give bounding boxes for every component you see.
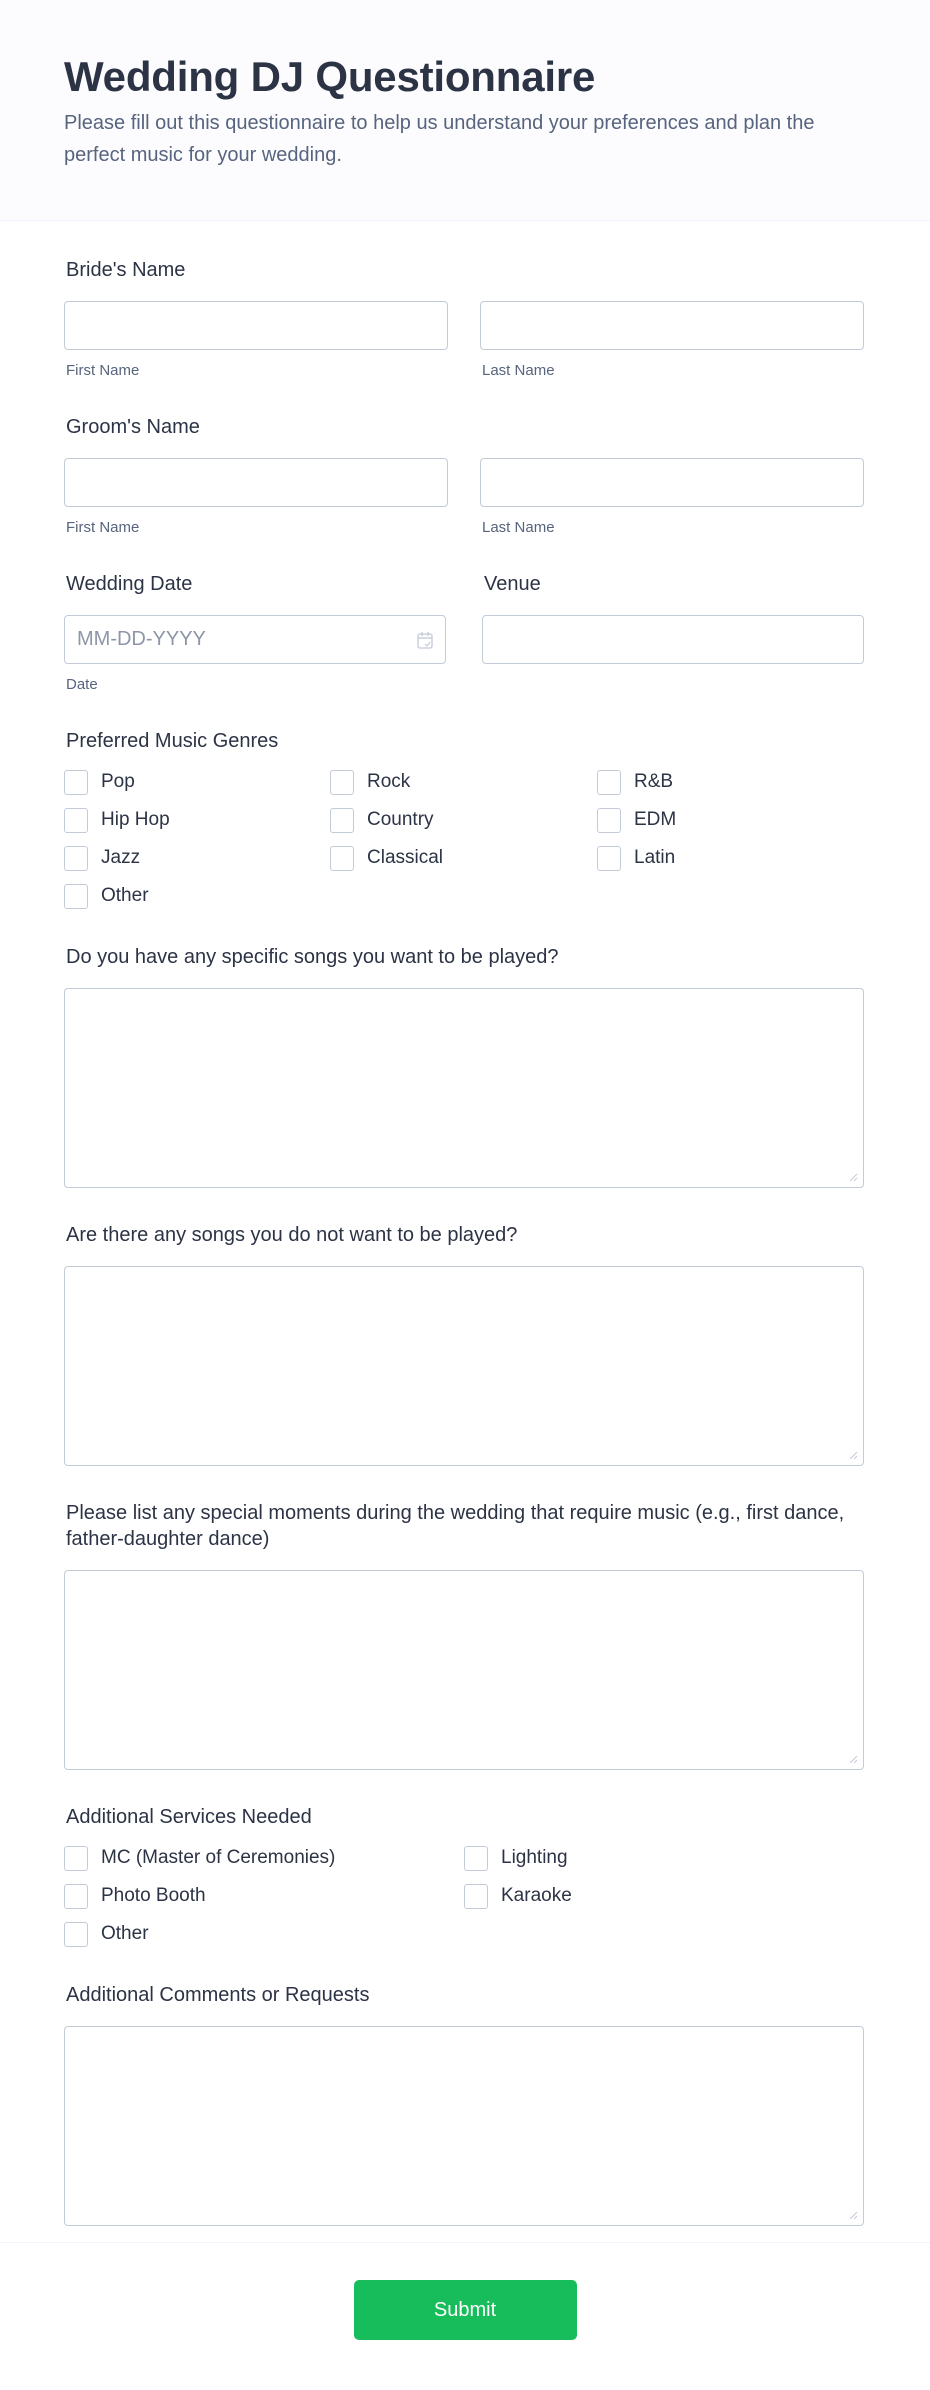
bride-last-name-sublabel: Last Name <box>482 362 555 379</box>
service-option-mc[interactable]: MC (Master of Ceremonies) <box>64 1846 464 1870</box>
checkbox[interactable] <box>597 770 621 795</box>
comments-label: Additional Comments or Requests <box>66 1984 370 2006</box>
special-moments-label: Please list any special moments during the wedding that require music (e.g., first dance, father-daughter dance) <box>66 1502 845 1550</box>
genre-option-country[interactable]: Country <box>330 808 597 832</box>
genre-option-hip-hop[interactable]: Hip Hop <box>64 808 330 832</box>
checkbox[interactable] <box>330 808 354 833</box>
groom-first-name-sublabel: First Name <box>66 519 140 536</box>
service-option-karaoke[interactable]: Karaoke <box>464 1884 864 1908</box>
bride-name-label: Bride's Name <box>66 259 186 281</box>
genre-option-latin[interactable]: Latin <box>597 846 863 870</box>
bride-first-name-input[interactable] <box>64 301 448 350</box>
services-checkbox-group <box>64 1846 864 1946</box>
songs-not-wanted-field <box>64 1222 864 1466</box>
resize-handle-icon[interactable] <box>848 1754 858 1764</box>
special-moments-textarea[interactable] <box>64 1570 864 1770</box>
checkbox[interactable] <box>464 1846 488 1871</box>
services-label: Additional Services Needed <box>66 1806 312 1828</box>
page-title: Wedding DJ Questionnaire <box>64 53 596 100</box>
genres-checkbox-group <box>64 770 864 908</box>
special-moments-field <box>64 1500 864 1770</box>
groom-last-name-sublabel: Last Name <box>482 519 555 536</box>
service-option-other[interactable]: Other <box>64 1922 464 1946</box>
genre-option-pop[interactable]: Pop <box>64 770 330 794</box>
page-subtitle: Please fill out this questionnaire to help us understand your preferences and plan the perfect music for your wedding. <box>64 112 815 166</box>
genre-option-rock[interactable]: Rock <box>330 770 597 794</box>
venue-label: Venue <box>484 573 541 595</box>
service-option-lighting[interactable]: Lighting <box>464 1846 864 1870</box>
wedding-date-sublabel: Date <box>66 676 98 693</box>
checkbox[interactable] <box>64 1884 88 1909</box>
bride-first-name-sublabel: First Name <box>66 362 140 379</box>
bride-name-field <box>64 257 864 380</box>
genre-option-edm[interactable]: EDM <box>597 808 863 832</box>
checkbox[interactable] <box>330 770 354 795</box>
groom-name-field <box>64 414 864 537</box>
checkbox[interactable] <box>64 770 88 795</box>
wedding-date-label: Wedding Date <box>66 573 193 595</box>
checkbox[interactable] <box>597 808 621 833</box>
songs-not-wanted-textarea[interactable] <box>64 1266 864 1466</box>
checkbox[interactable] <box>64 846 88 871</box>
bride-last-name-input[interactable] <box>480 301 864 350</box>
form-header <box>0 0 930 221</box>
checkbox[interactable] <box>64 884 88 909</box>
venue-input[interactable] <box>482 615 864 664</box>
songs-wanted-label: Do you have any specific songs you want to be played? <box>66 946 559 968</box>
wedding-date-input[interactable] <box>64 615 446 664</box>
checkbox[interactable] <box>464 1884 488 1909</box>
groom-first-name-input[interactable] <box>64 458 448 507</box>
questionnaire-form <box>0 257 930 2226</box>
service-option-photo-booth[interactable]: Photo Booth <box>64 1884 464 1908</box>
checkbox[interactable] <box>64 1846 88 1871</box>
venue-field <box>482 571 864 694</box>
checkbox[interactable] <box>597 846 621 871</box>
groom-last-name-input[interactable] <box>480 458 864 507</box>
genre-option-other[interactable]: Other <box>64 884 330 908</box>
form-footer <box>0 2242 930 2390</box>
genre-option-rnb[interactable]: R&B <box>597 770 863 794</box>
comments-field <box>64 1982 864 2226</box>
genre-option-jazz[interactable]: Jazz <box>64 846 330 870</box>
checkbox[interactable] <box>64 808 88 833</box>
date-venue-row <box>64 571 864 694</box>
songs-wanted-field <box>64 944 864 1188</box>
comments-textarea[interactable] <box>64 2026 864 2226</box>
calendar-icon[interactable] <box>417 631 433 649</box>
genre-option-classical[interactable]: Classical <box>330 846 597 870</box>
wedding-date-field <box>64 571 446 694</box>
services-field <box>64 1804 864 1946</box>
resize-handle-icon[interactable] <box>848 1450 858 1460</box>
genres-label: Preferred Music Genres <box>66 730 279 752</box>
resize-handle-icon[interactable] <box>848 1172 858 1182</box>
songs-wanted-textarea[interactable] <box>64 988 864 1188</box>
groom-name-label: Groom's Name <box>66 416 200 438</box>
wedding-date-placeholder: MM-DD-YYYY <box>77 628 206 650</box>
submit-button[interactable]: Submit <box>354 2280 577 2340</box>
checkbox[interactable] <box>64 1922 88 1947</box>
checkbox[interactable] <box>330 846 354 871</box>
resize-handle-icon[interactable] <box>848 2210 858 2220</box>
genres-field <box>64 728 864 908</box>
songs-not-wanted-label: Are there any songs you do not want to be played? <box>66 1224 518 1246</box>
